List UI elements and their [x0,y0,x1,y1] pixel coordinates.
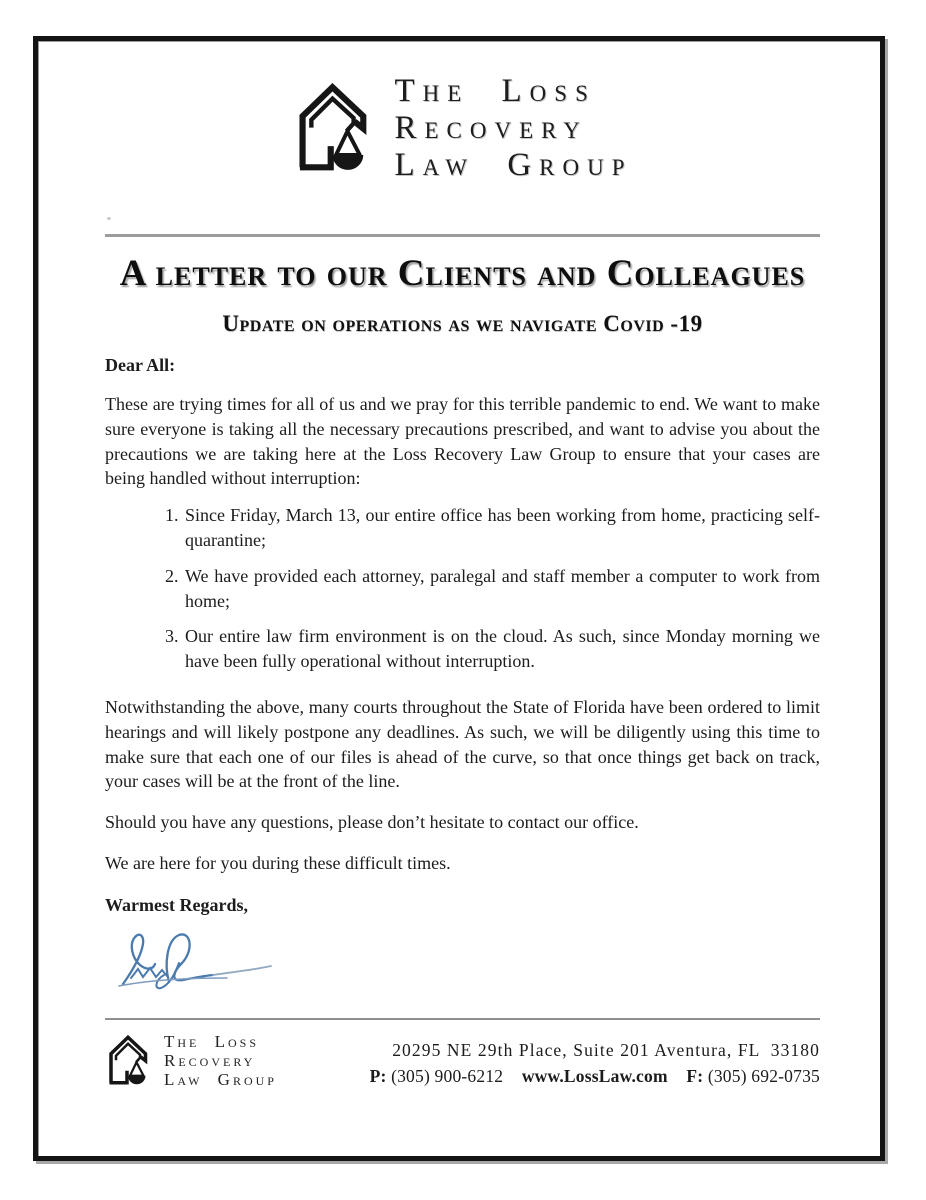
fax-label: F: [686,1065,704,1086]
closing-line: Warmest Regards, [105,894,248,915]
numbered-list [105,503,820,685]
list-item: 3. Our entire law firm environment is on the cloud. As such, since Monday morning we have been fully operational without interruption. [183,624,820,674]
header-divider [105,234,820,237]
salutation: Dear All: [105,355,176,375]
ink-speck [107,217,111,220]
paragraph-questions: Should you have any questions, please don’t hesitate to contact our office. [105,812,639,833]
letter-subtitle: Update on operations as we navigate Covid -19 [222,311,703,336]
paragraph-courts: Notwithstanding the above, many courts throughout the State of Florida have been ordered to limit hearings and will likely postpone any deadlines. As such, we will be diligently using this time to make sure that each one of our files is ahead of the curve, so that once things get back on track, your cases will be at the front of the line. [105,696,820,792]
footer-name-line1: The Loss [164,1032,260,1052]
paragraph-support: We are here for you during these difficult times. [105,852,451,873]
phone-number: (305) 900-6212 [391,1065,504,1086]
house-scales-logo-icon-small [105,1031,155,1091]
footer-brand [105,1031,277,1091]
letterhead [105,73,820,184]
list-item: 2. We have provided each attorney, paralegal and staff member a computer to work from home; [183,564,820,614]
company-name-line2: Recovery [394,110,588,146]
footer-contact-block [370,1031,820,1089]
company-name [394,73,632,184]
fax-number: (305) 692-0735 [707,1065,820,1086]
footer-divider [105,1018,820,1020]
letter-page [38,41,880,1156]
footer-name-line2: Recovery [164,1051,256,1071]
footer-company-name [164,1032,277,1089]
footer-address: 20295 NE 29th Place, Suite 201 Aventura, FL 33180 [392,1039,820,1060]
house-scales-logo-icon [292,74,380,184]
page-border-frame [33,36,885,1161]
company-name-line3: Law Group [394,147,633,183]
website-text: www.LossLaw.com [521,1065,668,1086]
signature-image [109,922,279,990]
footer-name-line3: Law Group [164,1070,277,1090]
paragraph-intro: These are trying times for all of us and we pray for this terrible pandemic to end. We want to make sure everyone is taking all the necessary precautions prescribed, and want to advise you about the precautions we are taking here at the Loss Recovery Law Group to ensure that your cases are being handled without interruption: [105,394,820,489]
list-item: 1. Since Friday, March 13, our entire office has been working from home, practicing self-quarantine; [183,503,820,553]
letter-footer [105,1018,820,1091]
company-name-line1: The Loss [394,73,596,109]
phone-label: P: [369,1065,387,1086]
footer-phone-line [370,1063,820,1089]
letter-title: A letter to our Clients and Colleagues [119,253,806,294]
